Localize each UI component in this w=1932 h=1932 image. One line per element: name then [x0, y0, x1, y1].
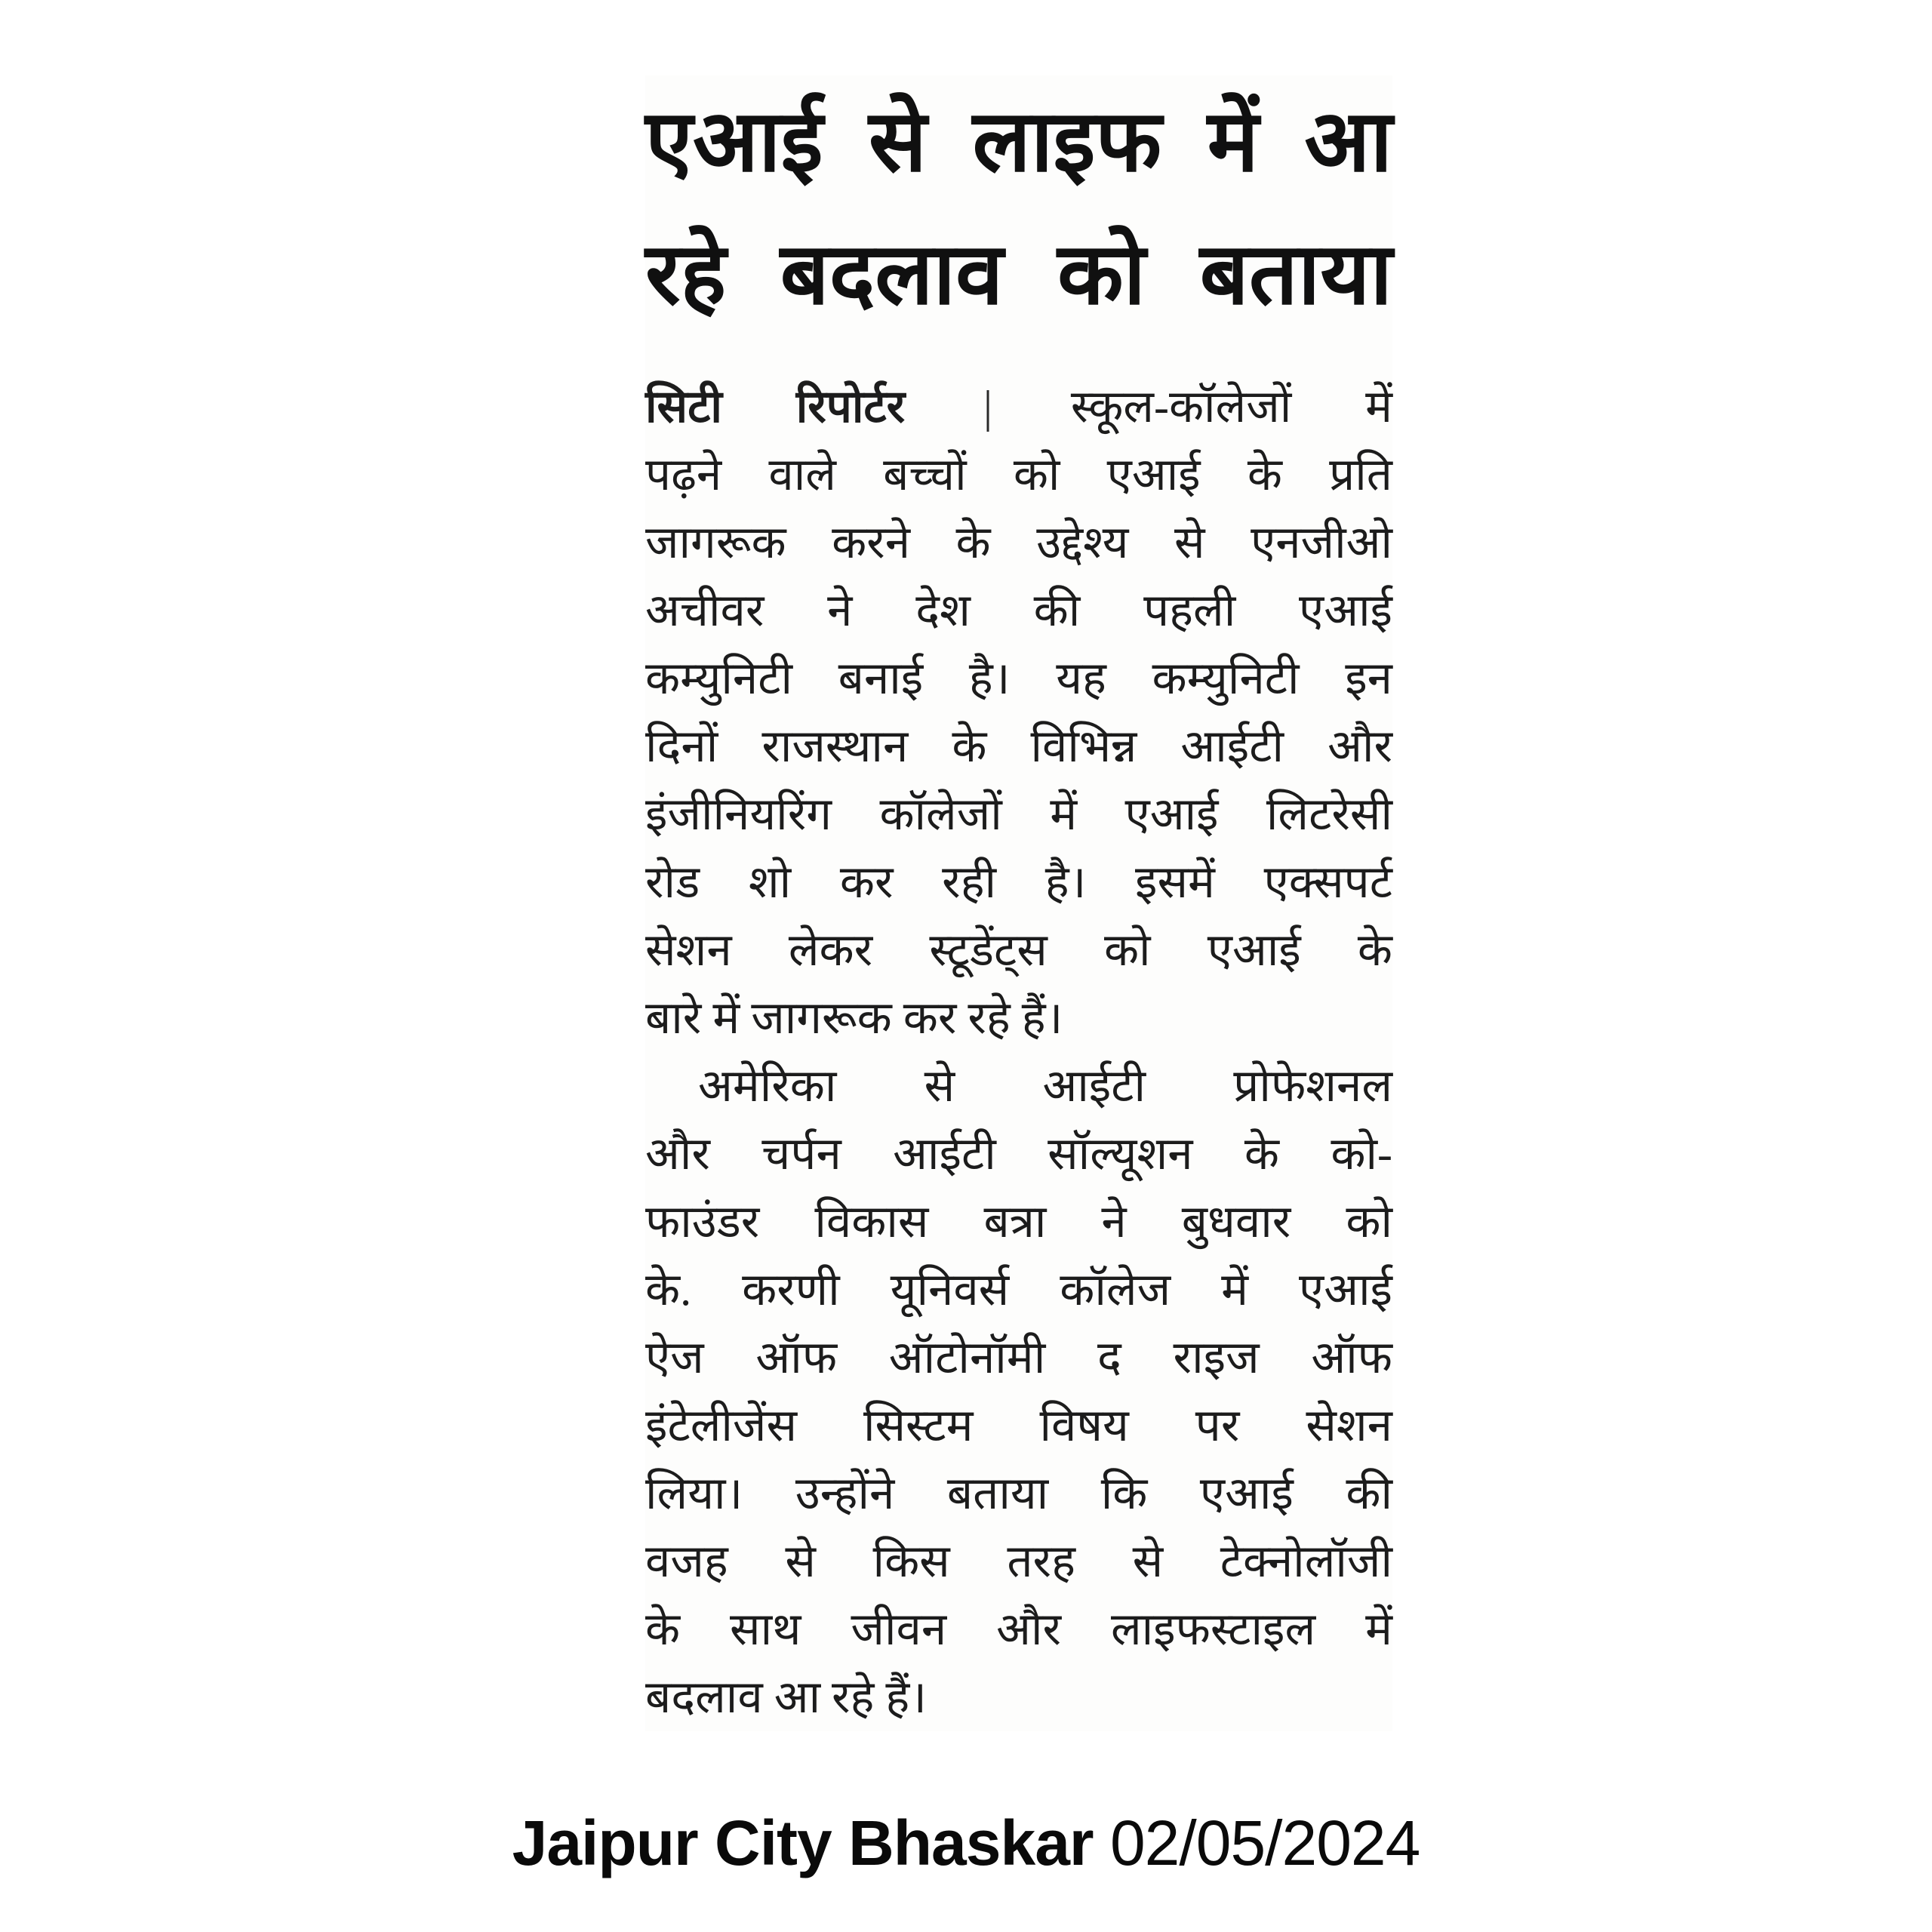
article-line: के. करणी यूनिवर्स कॉलेज में एआई	[645, 1265, 1392, 1315]
caption-date: 02/05/2024	[1109, 1807, 1420, 1878]
paragraph-1	[645, 373, 1392, 1052]
article-line: बदलाव आ रहे हैं।	[645, 1672, 928, 1722]
article-line: अमेरिका से आईटी प्रोफेशनल	[698, 1061, 1392, 1111]
article-line: और चर्पन आईटी सॉल्यूशन के को-	[645, 1129, 1392, 1179]
article-line: बारे में जागरूक कर रहे हैं।	[645, 993, 1063, 1043]
article-line: ऐज ऑफ ऑटोनॉमी द राइज ऑफ	[645, 1333, 1392, 1383]
article-line: फाउंडर विकास बत्रा ने बुधवार को	[645, 1197, 1392, 1247]
headline-line-2: रहे बदलाव को बताया	[645, 226, 1392, 322]
paragraph-2	[645, 1052, 1392, 1731]
article-line: जागरूक करने के उद्देश्य से एनजीओ	[645, 518, 1392, 568]
lead-separator: |	[983, 382, 993, 432]
article-line: कम्युनिटी बनाई है। यह कम्युनिटी इन	[645, 654, 1392, 703]
article-line: इंजीनियरिंग कॉलेजों में एआई लिटरेसी	[645, 789, 1392, 839]
article-line: अचीवर ने देश की पहली एआई	[645, 586, 1392, 635]
lead-text: स्कूल-कॉलेजों में	[1070, 382, 1392, 432]
source-caption	[0, 1805, 1932, 1881]
newspaper-clipping	[645, 75, 1392, 1731]
article-headline	[645, 75, 1392, 341]
article-line: पढ़ने वाले बच्चों को एआई के प्रति	[645, 450, 1392, 500]
article-line: सेशन लेकर स्टूडेंट्स को एआई के	[645, 925, 1392, 975]
article-body	[645, 373, 1392, 1731]
article-line: के साथ जीवन और लाइफस्टाइल में	[645, 1604, 1392, 1654]
caption-source: Jaipur City Bhaskar	[512, 1807, 1094, 1878]
article-line: वजह से किस तरह से टेक्नोलॉजी	[645, 1537, 1392, 1586]
article-line: दिनों राजस्थान के विभिन्न आईटी और	[645, 721, 1392, 771]
article-line: इंटेलीजेंस सिस्टम विषय पर सेशन	[645, 1401, 1392, 1451]
headline-line-1: एआई से लाइफ में आ	[645, 94, 1392, 189]
article-line: रोड शो कर रही है। इसमें एक्सपर्ट	[645, 857, 1392, 907]
article-line: लिया। उन्होंने बताया कि एआई की	[645, 1469, 1392, 1518]
reporter-credit: सिटी रिपोर्टर	[645, 382, 906, 432]
article-lead-line	[645, 373, 1392, 441]
